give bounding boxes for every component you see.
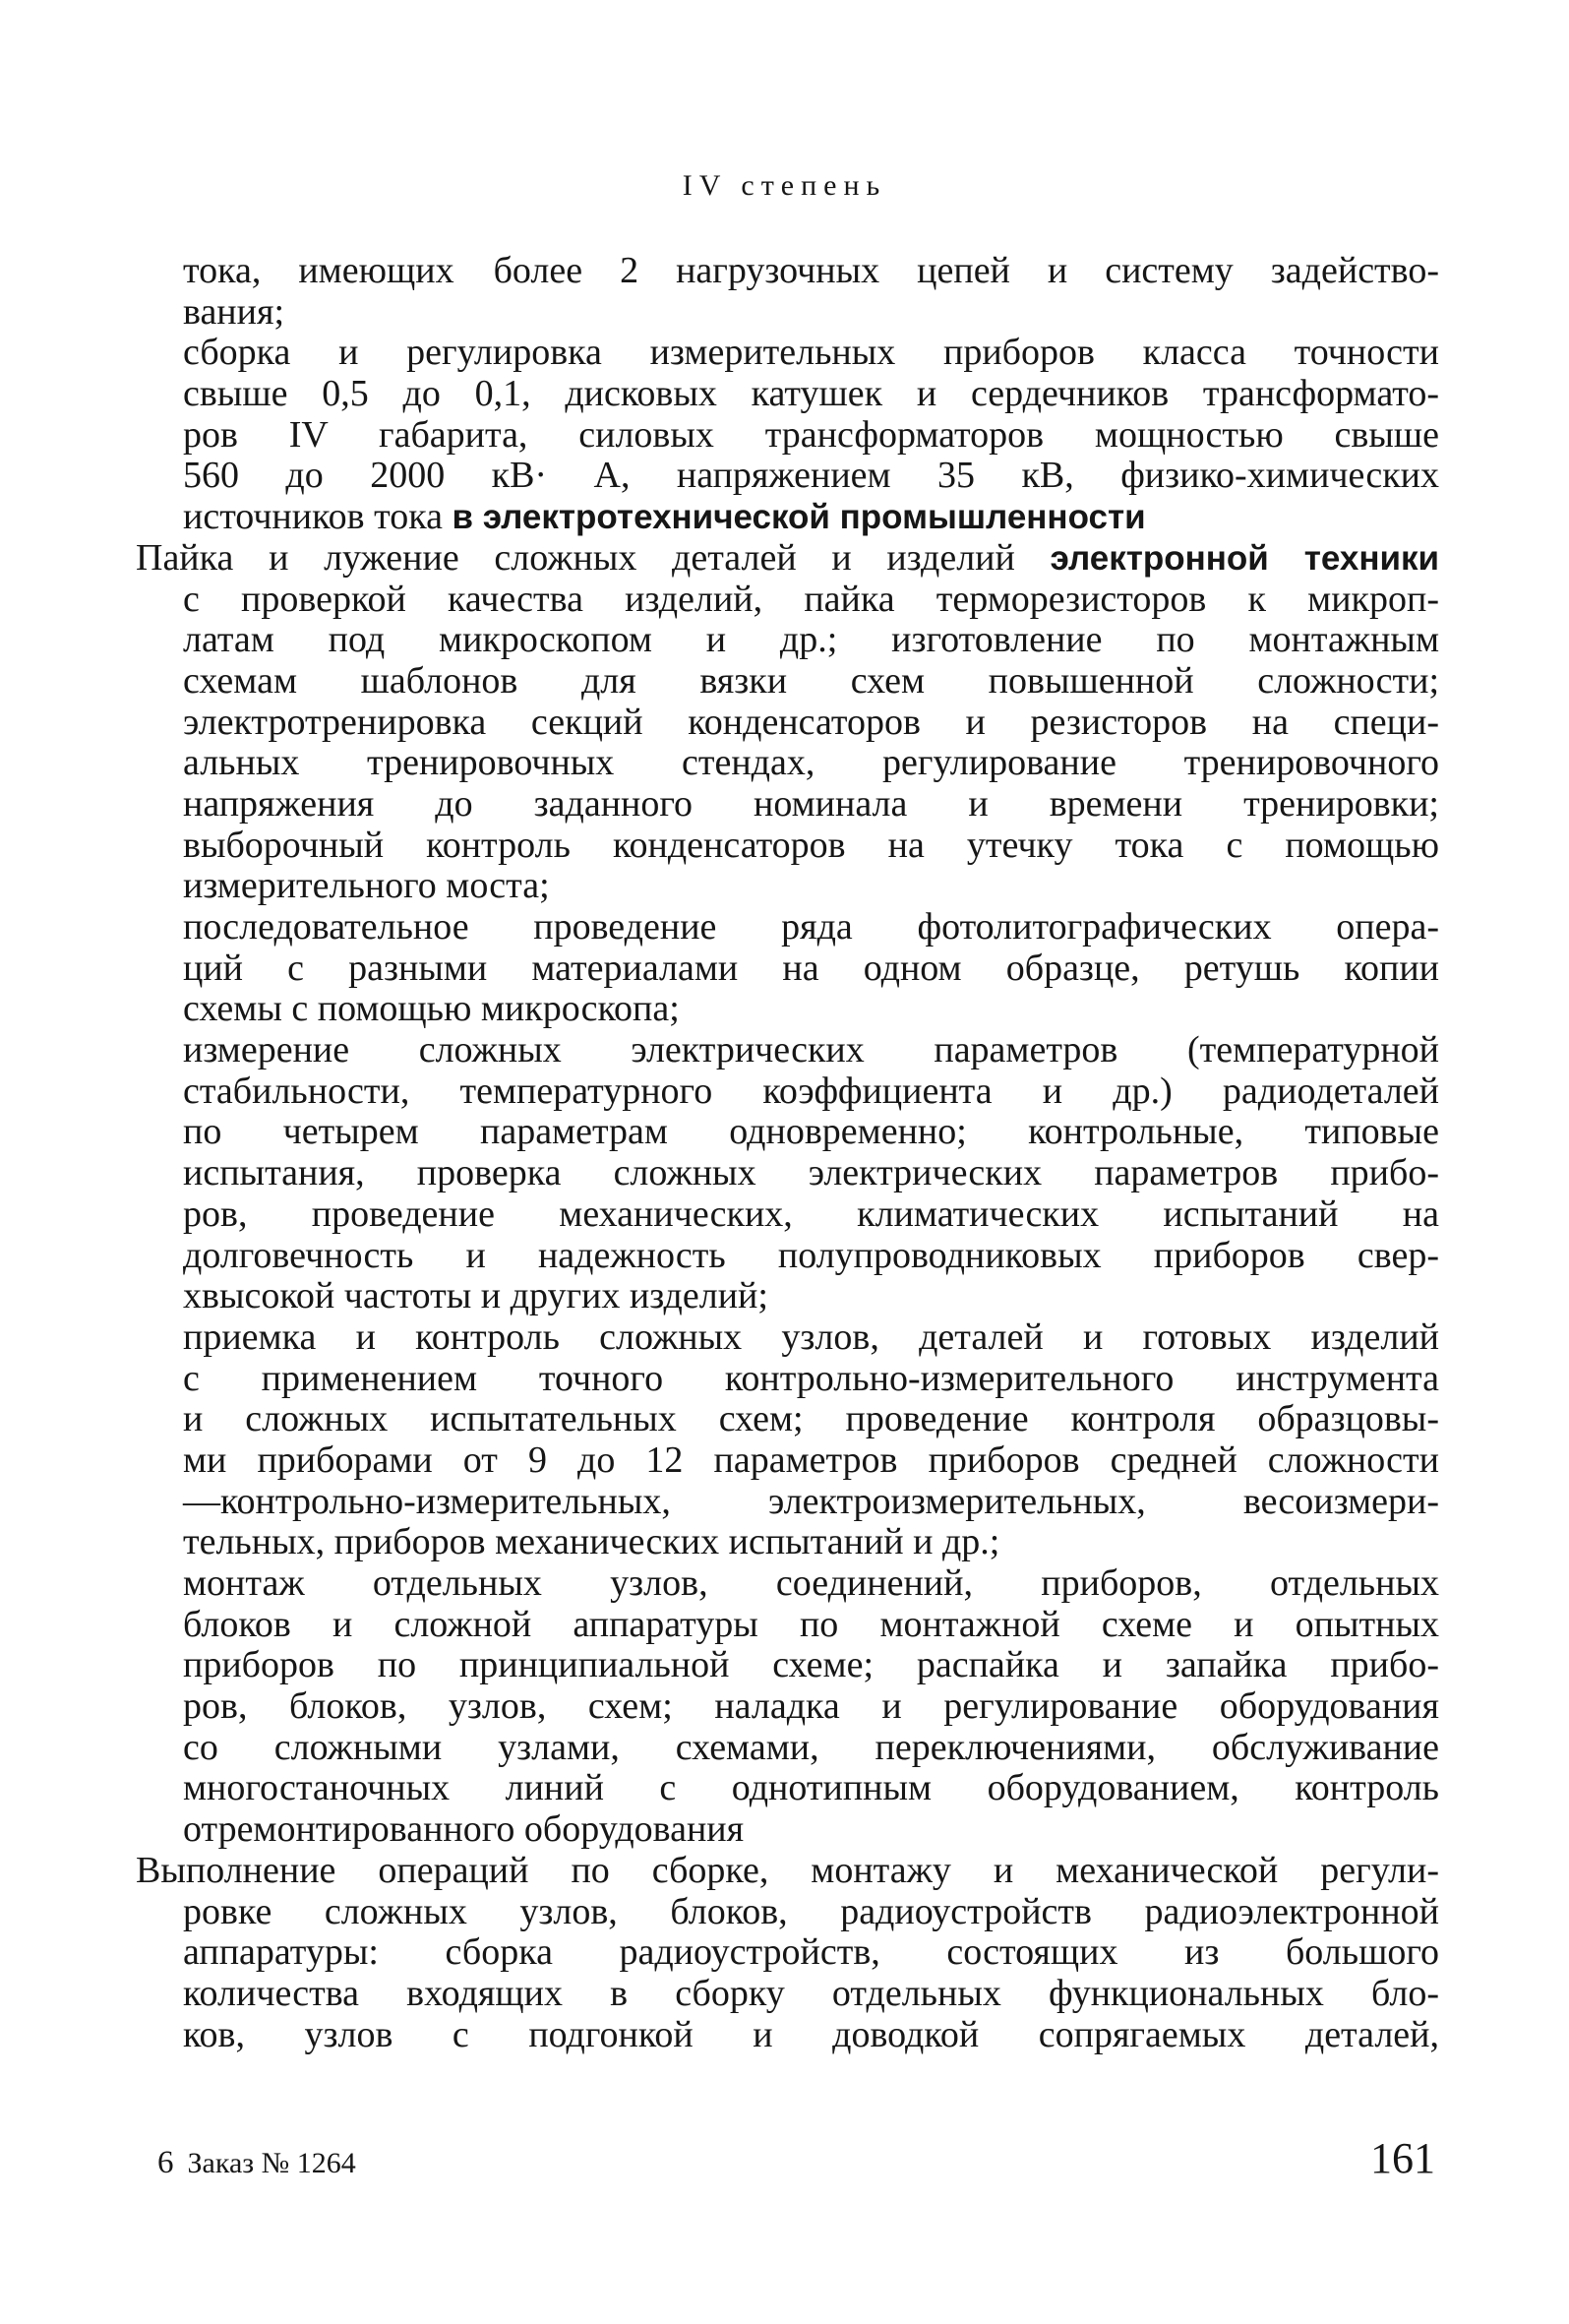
text-line: ров IV габарита, силовых трансформаторов мощностью свыше: [183, 413, 1439, 456]
printer-signature: [157, 2145, 356, 2181]
text-line: схемам шаблонов для вязки схем повышенной сложности;: [183, 659, 1439, 702]
order-label: Заказ № 1264: [187, 2147, 356, 2179]
industry-heading: электронной техники: [1050, 538, 1440, 578]
text-line: блоков и сложной аппаратуры по монтажной схеме и опытных: [183, 1603, 1439, 1645]
text-line: тельных, приборов механических испытаний и др.;: [183, 1521, 1000, 1563]
text-line: последовательное проведение ряда фотолитографических опера-: [183, 906, 1439, 948]
text-line: хвысокой частоты и других изделий;: [183, 1275, 768, 1317]
text-line: измерение сложных электрических параметров (температурной: [183, 1029, 1439, 1071]
text-line: ков, узлов с подгонкой и доводкой сопрягаемых деталей,: [183, 2013, 1439, 2055]
text-line: измерительного моста;: [183, 865, 550, 907]
text-line: отремонтированного оборудования: [183, 1808, 745, 1851]
text-line: тока, имеющих более 2 нагрузочных цепей и систему задейство-: [183, 250, 1439, 291]
text-line: и сложных испытательных схем; проведение контроля образцовы-: [183, 1398, 1439, 1440]
text-line: ровке сложных узлов, блоков, радиоустройств радиоэлектронной: [183, 1890, 1439, 1932]
text-line: долговечность и надежность полупроводниковых приборов свер-: [183, 1234, 1439, 1276]
text-line: ров, проведение механических, климатических испытаний на: [183, 1193, 1439, 1235]
text-line: количества входящих в сборку отдельных функциональных бло-: [183, 1972, 1439, 2014]
text-line: испытания, проверка сложных электрических параметров прибо-: [183, 1152, 1439, 1194]
text-line: альных тренировочных стендах, регулирование тренировочного: [183, 742, 1439, 784]
text-line: монтаж отдельных узлов, соединений, приборов, отдельных: [183, 1562, 1439, 1604]
text-line: сборка и регулировка измерительных приборов класса точности: [183, 332, 1439, 374]
text-line: вания;: [183, 290, 285, 333]
main-text: [136, 251, 1439, 2055]
text-line: ми приборами от 9 до 12 параметров приборов средней сложности: [183, 1438, 1439, 1481]
running-header: IV степень: [682, 169, 887, 202]
text-line: схемы с помощью микроскопа;: [183, 988, 680, 1030]
text-line: свыше 0,5 до 0,1, дисковых катушек и сердечников трансформато-: [183, 373, 1439, 415]
text-line: Выполнение операций по сборке, монтажу и механической регули-: [136, 1849, 1439, 1891]
text-line: источников тока в электротехнической промышленности: [183, 496, 1146, 538]
text-line: приемка и контроль сложных узлов, деталей и готовых изделий: [183, 1315, 1439, 1358]
text-line: стабильности, температурного коэффициента и др.) радиодеталей: [183, 1070, 1439, 1112]
text-line: электротренировка секций конденсаторов и резисторов на специ-: [183, 701, 1439, 743]
industry-heading: в электротехнической промышленности: [452, 498, 1146, 537]
signature-number: 6: [157, 2145, 174, 2180]
page-number: 161: [1370, 2134, 1435, 2182]
text-line: приборов по принципиальной схеме; распайка и запайка прибо-: [183, 1644, 1439, 1686]
text-line: латам под микроскопом и др.; изготовление по монтажным: [183, 619, 1439, 661]
text-line: с проверкой качества изделий, пайка терморезисторов к микроп-: [183, 578, 1439, 620]
text-line: многостаночных линий с однотипным оборудованием, контроль: [183, 1767, 1439, 1809]
text-line: —контрольно-измерительных, электроизмерительных, весоизмери-: [183, 1480, 1439, 1522]
text-line: ров, блоков, узлов, схем; наладка и регулирование оборудования: [183, 1685, 1439, 1728]
text-line: 560 до 2000 кВ· А, напряжением 35 кВ, физико-химических: [183, 455, 1439, 497]
text-line: Пайка и лужение сложных деталей и изделий электронной техники: [136, 536, 1440, 579]
text-line: аппаратуры: сборка радиоустройств, состоящих из большого: [183, 1931, 1439, 1974]
text-line: со сложными узлами, схемами, переключениями, обслуживание: [183, 1726, 1439, 1768]
text-line: напряжения до заданного номинала и времени тренировки;: [183, 782, 1439, 825]
text-line: с применением точного контрольно-измерительного инструмента: [183, 1357, 1439, 1399]
text-line: выборочный контроль конденсаторов на утечку тока с помощью: [183, 824, 1439, 866]
text-line: ций с разными материалами на одном образце, ретушь копии: [183, 947, 1439, 989]
text-line: по четырем параметрам одновременно; контрольные, типовые: [183, 1111, 1439, 1153]
